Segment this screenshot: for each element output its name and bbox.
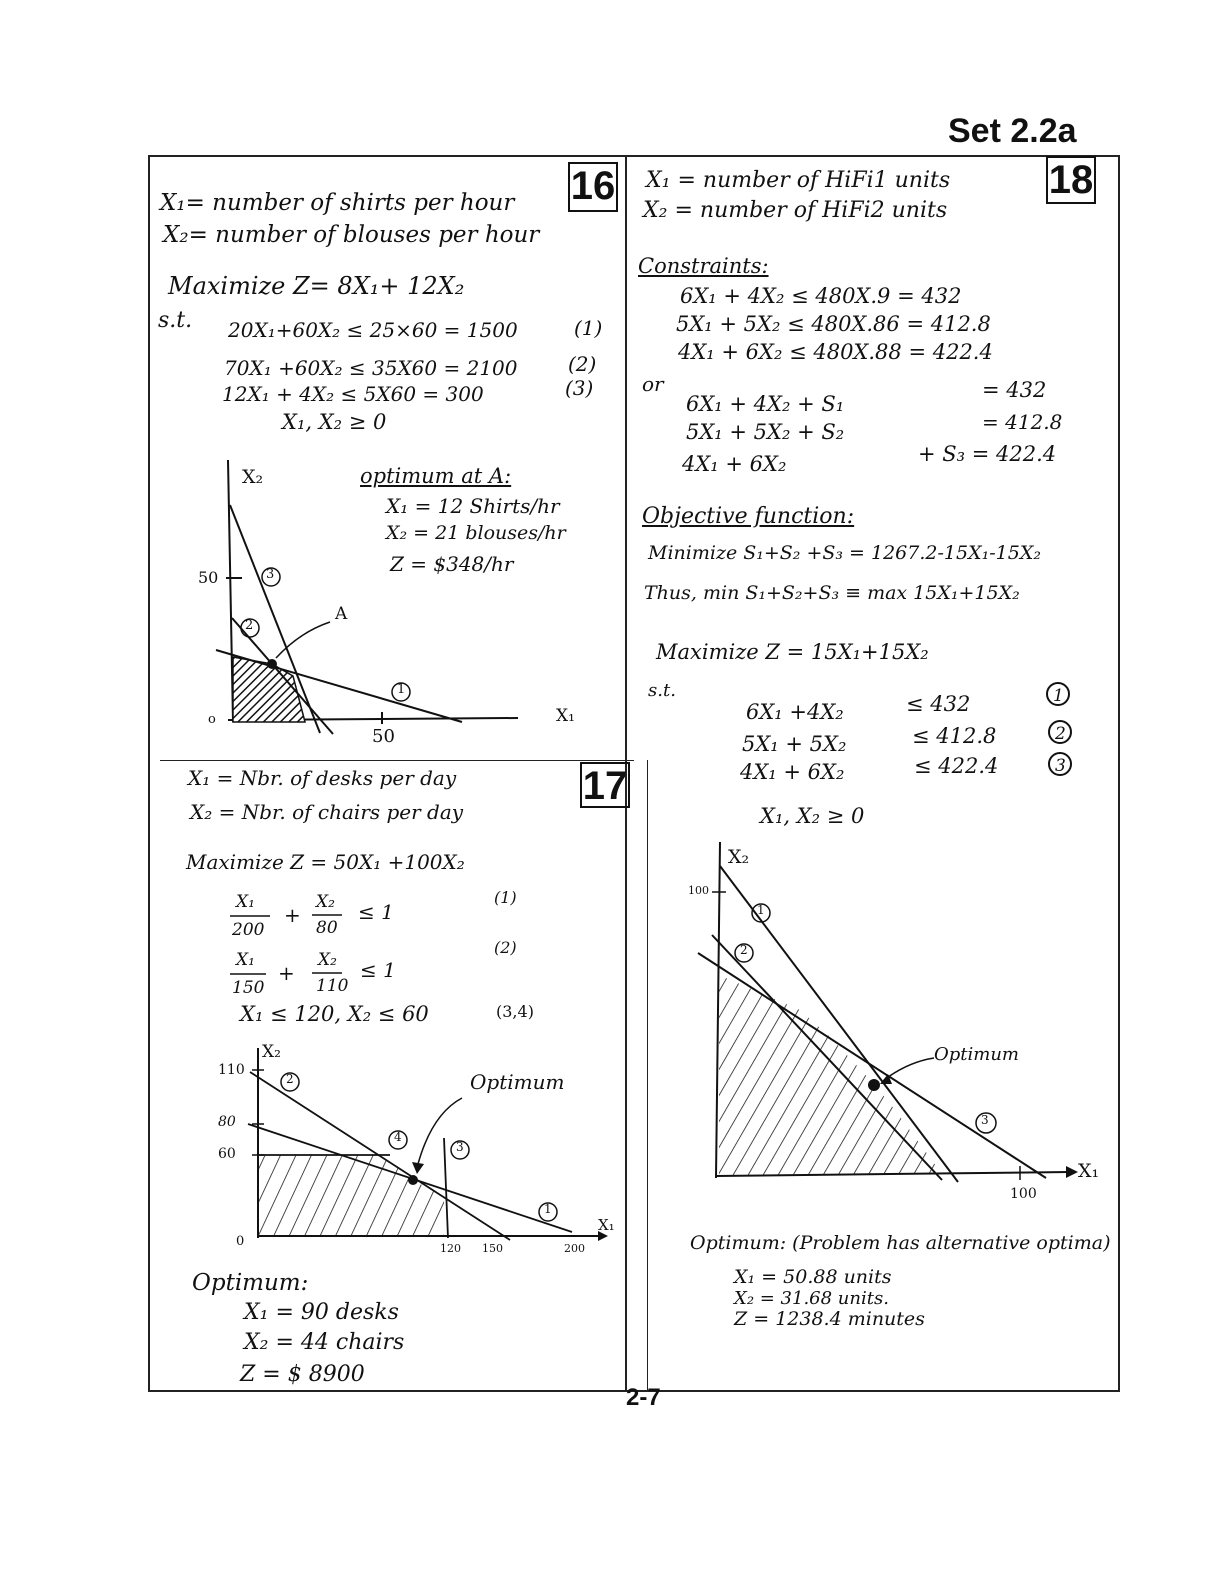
p17-l4-label: 4 xyxy=(394,1130,402,1144)
p16-objective: Maximize Z= 8X₁+ 12X₂ xyxy=(168,272,465,300)
p17-c2-110: 110 xyxy=(316,976,349,996)
p17-def-x2: X₂ = Nbr. of chairs per day xyxy=(190,800,464,824)
p18-constraint-3: 4X₁ + 6X₂ ≤ 480X.88 = 422.4 xyxy=(678,340,993,364)
p18-m2: 5X₁ + 5X₂ xyxy=(742,732,847,756)
p17-l3-label: 3 xyxy=(456,1140,464,1154)
p18-y100: 100 xyxy=(688,884,709,897)
p17-c2-150: 150 xyxy=(232,978,265,998)
p18-slack-2-rhs: = 412.8 xyxy=(982,410,1063,434)
p16-nonneg: X₁, X₂ ≥ 0 xyxy=(282,410,387,434)
p17-c1-rhs: ≤ 1 xyxy=(358,900,394,924)
p18-or: or xyxy=(642,372,664,396)
p16-def-x2: X₂= number of blouses per hour xyxy=(163,222,540,248)
p16-point-a-label: A xyxy=(335,604,348,624)
p17-origin: 0 xyxy=(236,1234,245,1249)
p17-def-x1: X₁ = Nbr. of desks per day xyxy=(188,766,457,790)
p18-opt-label: Optimum xyxy=(934,1044,1019,1065)
p18-st: s.t. xyxy=(648,680,676,701)
set-title: Set 2.2a xyxy=(948,112,1077,150)
p18-slack-1-rhs: = 432 xyxy=(982,378,1047,402)
p16-constraint-2-tag: (2) xyxy=(568,352,597,376)
p17-c2-tag: (2) xyxy=(494,938,517,957)
p17-c1-200: 200 xyxy=(232,920,265,940)
p18-m1-rhs: ≤ 432 xyxy=(906,692,971,716)
p16-def-x1: X₁= number of shirts per hour xyxy=(160,190,515,216)
p16-ylabel: X₂ xyxy=(242,466,264,488)
p16-constraint-1: 20X₁+60X₂ ≤ 25×60 = 1500 xyxy=(228,318,518,342)
p18-def-x1: X₁ = number of HiFi1 units xyxy=(646,168,951,193)
p17-x120: 120 xyxy=(440,1242,461,1255)
p16-tick-y-label: 50 xyxy=(198,568,219,587)
p18-tag-3: 3 xyxy=(1055,756,1066,776)
p17-c1-tag: (1) xyxy=(494,888,517,907)
p18-slack-3-rhs: + S₃ = 422.4 xyxy=(918,442,1057,466)
p16-opt-head: optimum at A: xyxy=(360,464,512,488)
p16-l3-label: 3 xyxy=(266,567,275,582)
p17-opt-x1: X₁ = 90 desks xyxy=(244,1300,399,1325)
p17-x150: 150 xyxy=(482,1242,503,1255)
p17-c1-x1: X₁ xyxy=(236,892,255,912)
p17-c2-x2: X₂ xyxy=(318,950,337,970)
p17-objective: Maximize Z = 50X₁ +100X₂ xyxy=(186,850,465,874)
p18-opt-x2: X₂ = 31.68 units. xyxy=(734,1288,889,1309)
p17-c34: X₁ ≤ 120, X₂ ≤ 60 xyxy=(240,1002,429,1026)
p18-feasible-region xyxy=(719,975,942,1176)
p18-m1: 6X₁ +4X₂ xyxy=(746,700,844,724)
p18-def-x2: X₂ = number of HiFi2 units xyxy=(643,198,948,223)
problem-17-number: 17 xyxy=(580,762,630,808)
p17-y110: 110 xyxy=(218,1062,245,1078)
p18-l3-label: 3 xyxy=(981,1113,989,1127)
p18-m3-rhs: ≤ 422.4 xyxy=(914,754,999,778)
problem-16-number: 16 xyxy=(568,162,618,212)
p17-l2-label: 2 xyxy=(286,1072,294,1086)
p18-ylabel: X₂ xyxy=(728,846,750,868)
p18-nonneg: X₁, X₂ ≥ 0 xyxy=(760,804,865,828)
p16-constraint-1-tag: (1) xyxy=(574,316,603,340)
p17-l1-label: 1 xyxy=(544,1202,552,1216)
p18-slack-2: 5X₁ + 5X₂ + S₂ xyxy=(686,420,845,444)
p17-c2-rhs: ≤ 1 xyxy=(360,958,396,982)
problem-18-number: 18 xyxy=(1046,156,1096,204)
p18-tag-1: 1 xyxy=(1053,686,1064,706)
p17-c2-plus: + xyxy=(278,961,295,985)
p18-constraint-2: 5X₁ + 5X₂ ≤ 480X.86 = 412.8 xyxy=(676,312,991,336)
p18-constraints-head: Constraints: xyxy=(638,254,769,278)
p18-tag-2: 2 xyxy=(1055,724,1066,744)
p18-m3: 4X₁ + 6X₂ xyxy=(740,760,845,784)
p18-minimize: Minimize S₁+S₂ +S₃ = 1267.2-15X₁-15X₂ xyxy=(648,542,1041,564)
p18-x-arrowhead xyxy=(1066,1166,1078,1178)
p16-constraint-3: 12X₁ + 4X₂ ≤ 5X60 = 300 xyxy=(222,382,484,406)
p18-thus: Thus, min S₁+S₂+S₃ ≡ max 15X₁+15X₂ xyxy=(644,582,1020,604)
p16-l2-label: 2 xyxy=(245,618,254,633)
p18-optimum-point xyxy=(868,1079,880,1091)
p18-x100: 100 xyxy=(1010,1186,1037,1202)
p17-c34-tag: (3,4) xyxy=(496,1002,534,1021)
p17-y60: 60 xyxy=(218,1146,236,1162)
p17-xlabel: X₁ xyxy=(598,1216,615,1234)
p18-l2-label: 2 xyxy=(740,943,748,957)
p16-l1-label: 1 xyxy=(397,682,406,697)
p18-m2-rhs: ≤ 412.8 xyxy=(912,724,997,748)
p18-opt-z: Z = 1238.4 minutes xyxy=(734,1308,925,1330)
p17-c1-x2: X₂ xyxy=(316,892,335,912)
page-number: 2-7 xyxy=(626,1384,661,1411)
p16-xlabel: X₁ xyxy=(556,706,575,726)
p18-slack-1: 6X₁ + 4X₂ + S₁ xyxy=(686,392,845,416)
p16-origin-label: o xyxy=(208,712,216,727)
p17-c1-80: 80 xyxy=(316,918,338,938)
p16-constraint-2: 70X₁ +60X₂ ≤ 35X60 = 2100 xyxy=(224,356,518,380)
p17-c2-x1: X₁ xyxy=(236,950,255,970)
p18-slack-3: 4X₁ + 6X₂ xyxy=(682,452,787,476)
p17-ylabel: X₂ xyxy=(262,1042,281,1062)
p16-opt-x2: X₂ = 21 blouses/hr xyxy=(386,522,566,544)
p18-obj-head: Objective function: xyxy=(642,504,855,529)
p16-st: s.t. xyxy=(158,308,193,333)
p18-xlabel: X₁ xyxy=(1078,1160,1100,1182)
p17-opt-head: Optimum: xyxy=(192,1270,309,1296)
p18-opt-x1: X₁ = 50.88 units xyxy=(734,1266,892,1288)
p17-y80: 80 xyxy=(218,1114,236,1130)
p16-opt-x1: X₁ = 12 Shirts/hr xyxy=(386,494,560,518)
p16-constraint-3-tag: (3) xyxy=(565,376,594,400)
p17-opt-z: Z = $ 8900 xyxy=(240,1362,365,1387)
p17-opt-label: Optimum xyxy=(470,1070,565,1094)
p18-optimum-pointer xyxy=(884,1058,934,1080)
p17-x200: 200 xyxy=(564,1242,585,1255)
p18-maximize: Maximize Z = 15X₁+15X₂ xyxy=(656,640,929,664)
p17-c1-plus: + xyxy=(284,903,301,927)
p16-tick-x-label: 50 xyxy=(372,726,395,747)
p18-l1-label: 1 xyxy=(757,903,765,917)
p16-opt-z: Z = $348/hr xyxy=(390,552,514,576)
p17-opt-x2: X₂ = 44 chairs xyxy=(244,1330,405,1355)
p18-opt-head: Optimum: (Problem has alternative optima) xyxy=(690,1232,1111,1254)
p18-constraint-1: 6X₁ + 4X₂ ≤ 480X.9 = 432 xyxy=(680,284,962,308)
